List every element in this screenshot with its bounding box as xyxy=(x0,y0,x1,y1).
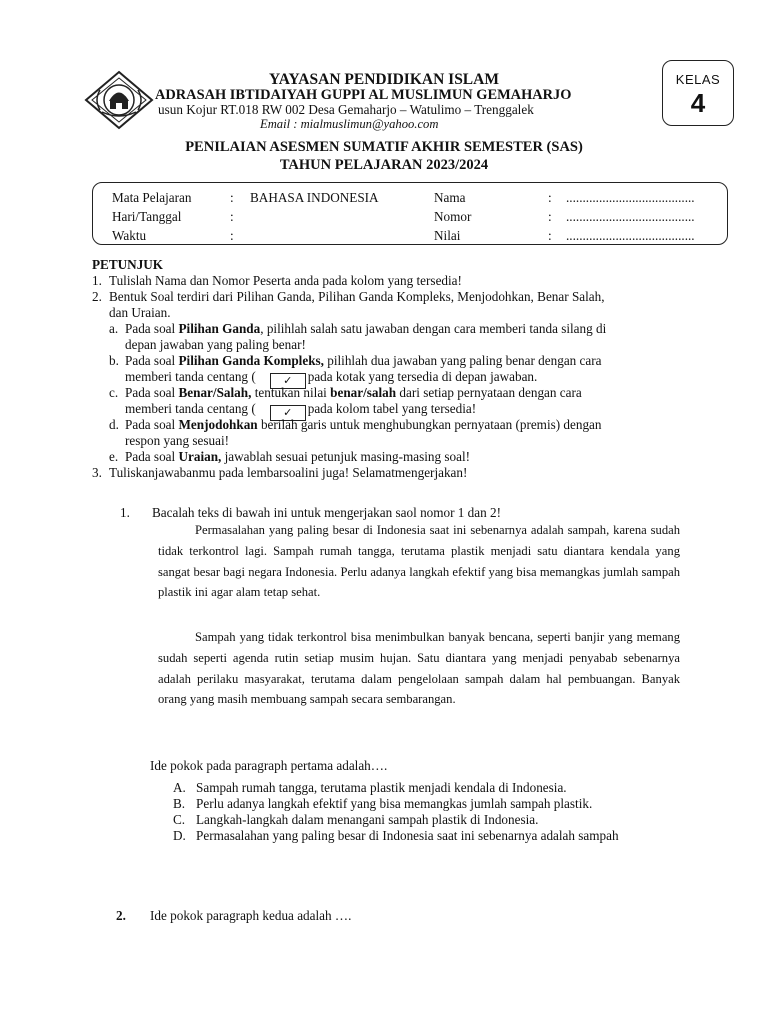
subject-label: Mata Pelajaran xyxy=(112,190,192,205)
reading-instruction: Bacalah teks di bawah ini untuk mengerjakan saol nomor 1 dan 2! xyxy=(152,505,502,520)
question-number: 2. xyxy=(116,908,126,923)
time-label: Waktu xyxy=(112,228,147,243)
reading-paragraph-2: Sampah yang tidak terkontrol bisa menimbulkan banyak bencana, seperti banjir yang memang sudah seperti agenda rutin setiap musim hujan. Satu diantara yang menjadi penyabab sebenarnya adalah perilaku masyarakat, terutama dalam pengelolaan sampah dalam hal pembuangan. Banyak orang yang masih membuang sampah secara sembarangan. xyxy=(158,630,680,707)
number-label: Nomor xyxy=(434,209,472,224)
subinstruction-a: Pada soal Pilihan Ganda, pilihlah salah satu jawaban dengan cara memberi tanda silang di xyxy=(125,321,607,336)
option-a[interactable]: Sampah rumah tangga, terutama plastik menjadi kendala di Indonesia. xyxy=(196,780,567,795)
school-address: usun Kojur RT.018 RW 002 Desa Gemaharjo – Watulimo – Trenggalek xyxy=(158,102,534,117)
number-field[interactable]: ....................................... xyxy=(566,209,695,224)
option-letter: D. xyxy=(173,828,186,843)
option-letter: C. xyxy=(173,812,186,827)
reading-paragraph-1: Permasalahan yang paling besar di Indonesia saat ini sebenarnya adalah sampah, karena sudah tidak terkontrol lagi. Sampah rumah tangga, terutama plastik menjadi satu diantara kendala yang sangat besar bagi negara Indonesia. Perlu adanya langkah efektif yang bisa memangkas jumlah sampah plastik ini agar alam tetap sehat. xyxy=(158,523,680,600)
subinstruction-e: Pada soal Uraian, jawablah sesuai petunjuk masing-masing soal! xyxy=(125,449,471,464)
class-label: KELAS xyxy=(675,72,721,87)
colon: : xyxy=(230,209,234,224)
instruction-number: 2. xyxy=(92,289,102,304)
option-c[interactable]: Langkah-langkah dalam menangani sampah plastik di Indonesia. xyxy=(196,812,539,827)
subinstruction-d-continued: respon yang sesuai! xyxy=(125,433,230,448)
instruction-number: 3. xyxy=(92,465,102,480)
subinstruction-a-continued: depan jawaban yang paling benar! xyxy=(125,337,306,352)
colon: : xyxy=(548,209,552,224)
question-text: Ide pokok pada paragraph pertama adalah…. xyxy=(150,758,388,773)
subinstruction-letter: e. xyxy=(109,449,119,464)
academic-year: TAHUN PELAJARAN 2023/2024 xyxy=(279,157,489,173)
instruction-item-continued: dan Uraian. xyxy=(109,305,171,320)
colon: : xyxy=(230,190,234,205)
name-label: Nama xyxy=(434,190,466,205)
option-b[interactable]: Perlu adanya langkah efektif yang bisa memangkas jumlah sampah plastik. xyxy=(196,796,593,811)
checkbox-icon: ✓ xyxy=(270,405,306,421)
colon: : xyxy=(548,228,552,243)
colon: : xyxy=(230,228,234,243)
question-number: 1. xyxy=(120,505,130,520)
school-name: ADRASAH IBTIDAIYAH GUPPI AL MUSLIMUN GEMAHARJO xyxy=(155,87,572,103)
option-letter: B. xyxy=(173,796,186,811)
subinstruction-letter: b. xyxy=(109,353,119,368)
subinstruction-b-continued: memberi tanda centang ( ✓ pada kotak yang tersedia di depan jawaban. xyxy=(125,369,538,387)
subinstruction-d: Pada soal Menjodohkan berilah garis untuk menghubungkan pernyataan (premis) dengan xyxy=(125,417,602,432)
subinstruction-c: Pada soal Benar/Salah, tentukan nilai benar/salah dari setiap pernyataan dengan cara xyxy=(125,385,582,400)
subinstruction-b: Pada soal Pilihan Ganda Kompleks, pilihlah dua jawaban yang paling benar dengan cara xyxy=(125,353,602,368)
score-label: Nilai xyxy=(434,228,461,243)
class-number: 4 xyxy=(690,88,706,118)
option-letter: A. xyxy=(173,780,186,795)
instruction-item: Bentuk Soal terdiri dari Pilihan Ganda, Pilihan Ganda Kompleks, Menjodohkan, Benar Salah, xyxy=(109,289,605,304)
class-box xyxy=(662,60,734,126)
name-field[interactable]: ....................................... xyxy=(566,190,695,205)
exam-title: PENILAIAN ASESMEN SUMATIF AKHIR SEMESTER (SAS) xyxy=(185,139,583,155)
school-email: Email : mialmuslimun@yahoo.com xyxy=(260,117,439,131)
colon: : xyxy=(548,190,552,205)
question-text: Ide pokok paragraph kedua adalah …. xyxy=(150,908,352,923)
subinstruction-letter: c. xyxy=(109,385,119,400)
checkbox-icon: ✓ xyxy=(270,373,306,389)
score-field[interactable]: ....................................... xyxy=(566,228,695,243)
instruction-number: 1. xyxy=(92,273,102,288)
subinstruction-letter: d. xyxy=(109,417,119,432)
instruction-item: Tuliskanjawabanmu pada lembarsoalini juga! Selamatmengerjakan! xyxy=(109,465,468,480)
option-d[interactable]: Permasalahan yang paling besar di Indonesia saat ini sebenarnya adalah sampah xyxy=(196,828,619,843)
instructions-heading: PETUNJUK xyxy=(92,257,164,272)
foundation-name: YAYASAN PENDIDIKAN ISLAM xyxy=(269,71,499,88)
date-label: Hari/Tanggal xyxy=(112,209,182,224)
instruction-item: Tulislah Nama dan Nomor Peserta anda pada kolom yang tersedia! xyxy=(109,273,462,288)
subject-value: BAHASA INDONESIA xyxy=(250,190,379,205)
subinstruction-c-continued: memberi tanda centang ( ✓ pada kolom tabel yang tersedia! xyxy=(125,401,477,419)
subinstruction-letter: a. xyxy=(109,321,119,336)
